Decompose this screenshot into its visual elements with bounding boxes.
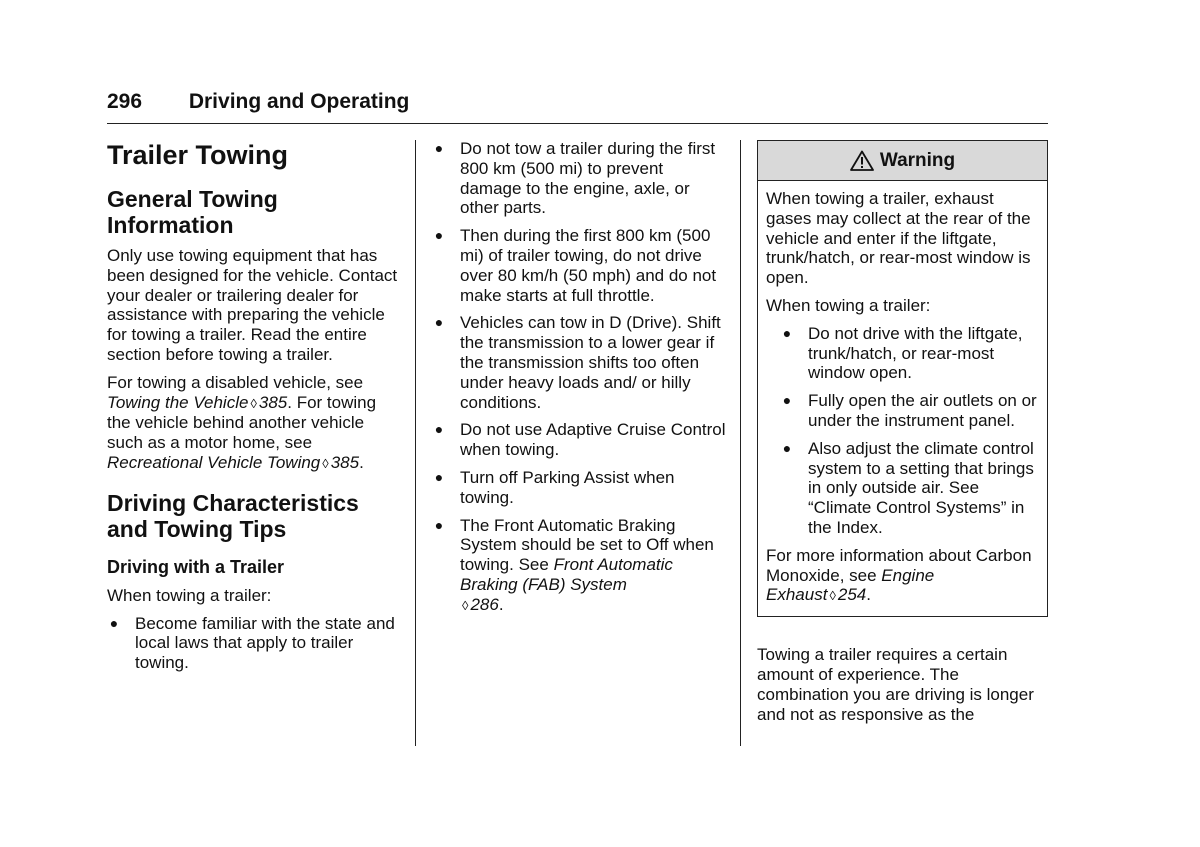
bullet-icon: ●	[434, 421, 444, 438]
text: .	[866, 585, 871, 605]
list-item-text: Also adjust the climate control system to a setting that brings in only outside air. See “Climate Control Systems” in the Index.	[808, 438, 1034, 537]
page-ref-number: 385	[330, 452, 360, 472]
page-number: 296	[107, 90, 143, 113]
column-divider-1	[415, 140, 416, 746]
list-item-text: Fully open the air outlets on or under the instrument panel.	[808, 391, 1037, 430]
paragraph-when-towing: When towing a trailer:	[107, 585, 272, 605]
page-ref-number: 254	[837, 585, 867, 605]
list-item	[432, 468, 728, 508]
column-divider-2	[740, 140, 741, 746]
bullet-icon: ●	[434, 468, 444, 485]
warning-body	[758, 181, 1047, 616]
heading-driving-with-trailer: Driving with a Trailer	[107, 556, 285, 577]
link-towing-the-vehicle[interactable]: Towing the Vehicle	[107, 392, 249, 412]
warning-bullet-list	[766, 324, 1039, 538]
bullet-icon: ●	[109, 614, 119, 631]
paragraph-equipment: Only use towing equipment that has been designed for the vehicle. Contact your dealer or trailering dealer for assistance with preparing the vehicle for towing a trailer. Read the entire section before towing a trailer.	[107, 246, 398, 364]
warning-triangle-icon	[850, 150, 874, 171]
bullet-icon: ●	[434, 227, 444, 244]
page-header	[107, 90, 1048, 114]
list-item-text: Do not drive with the liftgate, trunk/hatch, or rear-most window open.	[808, 323, 1023, 383]
list-item-text: Do not tow a trailer during the first 800 km (500 mi) to prevent damage to the engine, axle, or other parts.	[460, 139, 716, 218]
warning-header	[758, 141, 1047, 181]
list-item-text: Do not use Adaptive Cruise Control when towing.	[460, 420, 726, 460]
list-item-text: Become familiar with the state and local laws that apply to trailer towing.	[135, 613, 395, 673]
list-item	[780, 391, 1039, 431]
column-1	[107, 136, 399, 681]
text: For towing a disabled vehicle, see	[107, 372, 364, 392]
page-ref-icon: ◊	[829, 588, 836, 604]
page-ref-icon: ◊	[250, 395, 257, 411]
list-item	[432, 516, 728, 616]
list-item-text: The Front Automatic Braking System should be set to Off when towing. See	[460, 515, 714, 575]
text: For more information about Carbon Monoxide, see	[766, 545, 1032, 585]
text: .	[359, 452, 364, 472]
page-ref-number: 385	[258, 392, 288, 412]
bullet-icon: ●	[434, 516, 444, 533]
list-item	[432, 226, 728, 305]
paragraph-disabled-vehicle	[107, 373, 399, 474]
link-front-automatic-braking[interactable]: Front Automatic Braking (FAB) System	[460, 555, 673, 594]
list-item	[432, 139, 728, 218]
page-title: Trailer Towing	[107, 140, 289, 170]
list-item	[780, 324, 1039, 383]
page-ref-icon: ◊	[462, 597, 469, 613]
list-item-text: Turn off Parking Assist when towing.	[460, 467, 675, 507]
warning-paragraph-when-towing: When towing a trailer:	[766, 295, 931, 315]
warning-title: Warning	[879, 149, 956, 171]
bullet-icon: ●	[782, 392, 792, 409]
bullet-icon: ●	[434, 140, 444, 156]
link-recreational-vehicle-towing[interactable]: Recreational Vehicle Towing	[107, 452, 321, 472]
text: .	[498, 594, 504, 614]
text: . For towing the vehicle behind another vehicle such as a motor home, see	[107, 392, 377, 453]
warning-paragraph-exhaust: When towing a trailer, exhaust gases may collect at the rear of the vehicle and enter if the liftgate, trunk/hatch, or rear-most window is open.	[766, 189, 1031, 288]
page-ref-number: 286	[470, 594, 499, 614]
list-item	[780, 439, 1039, 538]
section-title: Driving and Operating	[188, 90, 410, 113]
warning-paragraph-more-info	[766, 546, 1039, 606]
column-2	[432, 139, 728, 624]
bullet-list	[107, 614, 399, 673]
list-item	[432, 313, 728, 412]
header-rule	[107, 123, 1048, 124]
link-engine-exhaust[interactable]: Engine Exhaust	[766, 565, 935, 605]
column-3	[757, 140, 1048, 732]
bullet-icon: ●	[782, 324, 792, 341]
warning-box	[757, 140, 1048, 617]
bullet-list	[432, 139, 728, 616]
bullet-icon: ●	[782, 439, 792, 456]
list-item-text: Then during the first 800 km (500 mi) of trailer towing, do not drive over 80 km/h (50 mph) and do not make starts at full throttle.	[460, 226, 717, 305]
heading-general-towing: General Towing Information	[107, 186, 278, 238]
list-item-text: Vehicles can tow in D (Drive). Shift the transmission to a lower gear if the transmission shifts too often under heavy loads and/ or hilly conditions.	[460, 313, 721, 412]
list-item	[107, 614, 399, 673]
heading-driving-characteristics: Driving Characteristics and Towing Tips	[107, 489, 359, 542]
bullet-icon: ●	[434, 314, 444, 331]
list-item	[432, 420, 728, 460]
paragraph-experience: Towing a trailer requires a certain amount of experience. The combination you are driving is longer and not as responsive as the	[757, 645, 1034, 724]
page-ref-icon: ◊	[322, 455, 329, 471]
